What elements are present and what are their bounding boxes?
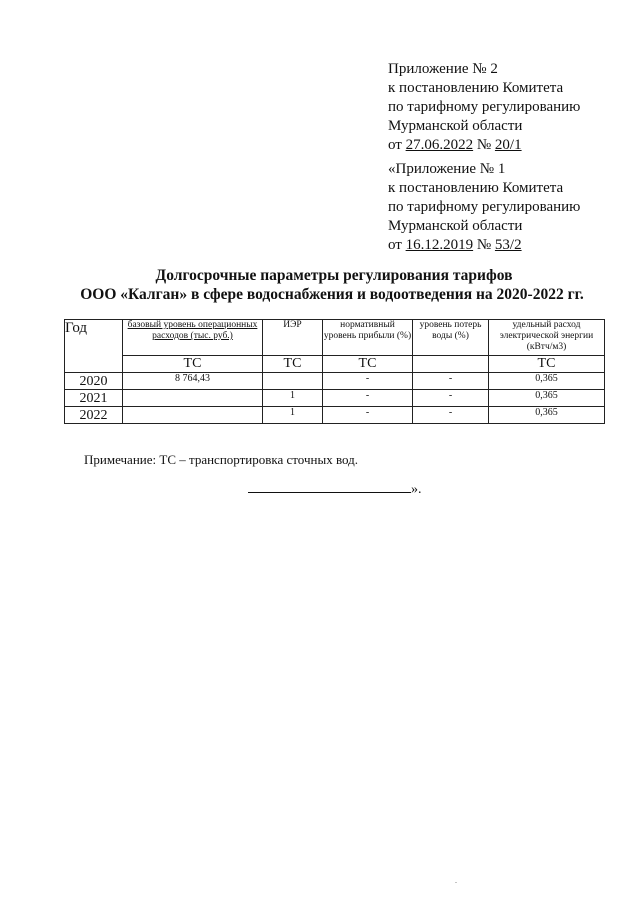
closing-quote: ». <box>411 482 422 497</box>
appendix-2-date-prefix: от <box>388 137 406 153</box>
cell-year: 2021 <box>65 390 123 407</box>
cell-profit: - <box>323 390 413 407</box>
subheader-loss <box>413 355 489 372</box>
header-base-opex <box>123 320 263 356</box>
cell-profit: - <box>323 373 413 390</box>
table-subheader-row <box>65 355 605 372</box>
cell-year: 2022 <box>65 407 123 424</box>
appendix-1-line3: по тарифному регулированию <box>388 199 581 215</box>
cell-base: 8 764,43 <box>123 373 263 390</box>
cell-year: 2020 <box>65 373 123 390</box>
subheader-energy: ТС <box>489 355 605 372</box>
appendix-2-date-line <box>388 136 580 155</box>
appendix-2-line1: Приложение № 2 <box>388 61 498 77</box>
cell-loss: - <box>413 390 489 407</box>
header-base-opex-label: базовый уровень операционных расходов (тыс. руб.) <box>127 320 258 341</box>
appendix-2-number: 20/1 <box>494 137 522 153</box>
appendix-2-header <box>388 60 580 155</box>
appendix-2-num-prefix: № <box>473 137 495 153</box>
appendix-1-number: 53/2 <box>494 237 522 253</box>
appendix-1-header <box>388 160 580 255</box>
header-ier: ИЭР <box>263 320 323 356</box>
appendix-2-line4: Мурманской области <box>388 118 523 134</box>
header-year: Год <box>65 320 123 373</box>
document-title-line2: ООО «Калган» в сфере водоснабжения и водоотведения на 2020-2022 гг. <box>80 286 584 303</box>
subheader-base: ТС <box>123 355 263 372</box>
cell-ier <box>263 373 323 390</box>
cell-loss: - <box>413 373 489 390</box>
table-row <box>65 373 605 390</box>
cell-loss: - <box>413 407 489 424</box>
cell-ier: 1 <box>263 390 323 407</box>
appendix-1-date: 16.12.2019 <box>405 237 474 253</box>
cell-ier: 1 <box>263 407 323 424</box>
footnote: Примечание: ТС – транспортировка сточных вод. <box>84 452 358 467</box>
table-header-row <box>65 320 605 356</box>
subheader-profit: ТС <box>323 355 413 372</box>
parameters-table <box>64 319 605 424</box>
table-row <box>65 407 605 424</box>
subheader-ier: ТС <box>263 355 323 372</box>
appendix-2-line3: по тарифному регулированию <box>388 99 581 115</box>
cell-energy: 0,365 <box>489 390 605 407</box>
appendix-2-date: 27.06.2022 <box>405 137 474 153</box>
table-row <box>65 390 605 407</box>
appendix-1-num-prefix: № <box>473 237 495 253</box>
header-water-loss: уровень потерь воды (%) <box>413 320 489 356</box>
cell-energy: 0,365 <box>489 373 605 390</box>
page-mark: . <box>455 876 457 885</box>
appendix-1-date-line <box>388 236 580 255</box>
cell-base <box>123 407 263 424</box>
appendix-2-line2: к постановлению Комитета <box>388 80 564 96</box>
appendix-1-line2: к постановлению Комитета <box>388 180 564 196</box>
signature-line <box>248 480 411 493</box>
cell-base <box>123 390 263 407</box>
cell-profit: - <box>323 407 413 424</box>
appendix-1-line4: Мурманской области <box>388 218 523 234</box>
header-profit: нормативный уровень прибыли (%) <box>323 320 413 356</box>
cell-energy: 0,365 <box>489 407 605 424</box>
closing-line <box>248 480 422 498</box>
document-title-line1: Долгосрочные параметры регулирования тарифов <box>155 267 513 284</box>
header-energy: удельный расход электрической энергии (кВтч/м3) <box>489 320 605 356</box>
appendix-1-line1: «Приложение № 1 <box>388 161 506 177</box>
appendix-1-date-prefix: от <box>388 237 406 253</box>
